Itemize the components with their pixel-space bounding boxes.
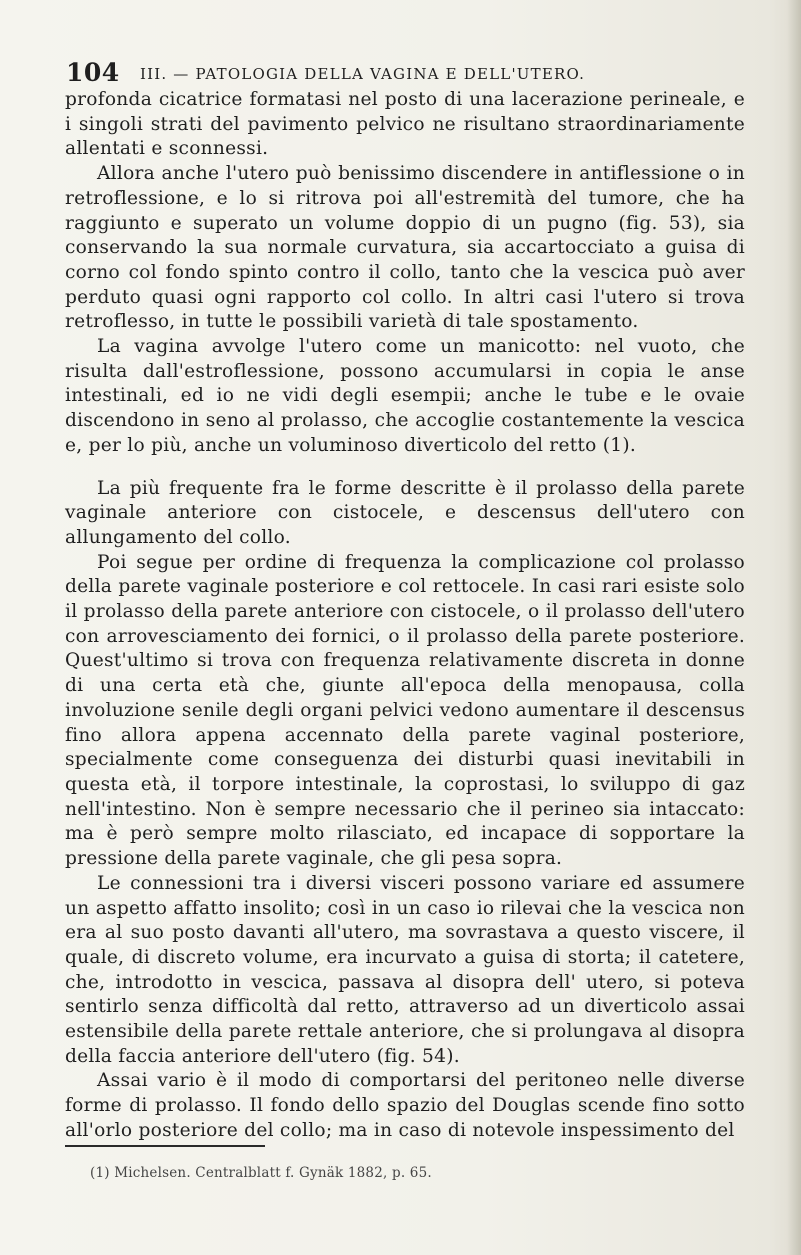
paragraph: Le connessioni tra i diversi visceri possono variare ed assumere un aspetto affatto insolito; così in un caso io rilevai che la vescica non era al suo posto davanti all'utero, ma sovrastava a questo viscere, il quale, di discreto volume, era incurvato a guisa di storta; il catetere, che, introdotto in vescica, passava al disopra dell' utero, si poteva sentirlo senza difficoltà dal retto, attraverso ad un diverticolo assai estensibile della parete rettale anteriore, che si prolungava al disopra della faccia anteriore dell'utero (fig. 54). [65, 872, 745, 1067]
paragraph: Allora anche l'utero può benissimo discendere in antiflessione o in retroflessione, e lo si ritrova poi all'estremità del tumore, che ha raggiunto e superato un volume doppio di un pugno (fig. 53), sia conservando la sua normale curvatura, sia accartocciato a guisa di corno col fondo spinto contro il collo, tanto che la vescica può aver perduto quasi ogni rapporto col collo. In altri casi l'utero si trova retroflesso, in tutte le possibili varietà di tale spostamento. [65, 163, 745, 333]
paragraph: Poi segue per ordine di frequenza la complicazione col prolasso della parete vaginale posteriore e col rettocele. In casi rari esiste solo il prolasso della parete anteriore con cistocele, o il prolasso dell'utero con arrovesciamento dei fornici, o il prolasso della parete posteriore. Quest'ultimo si trova con frequenza relativamente discreta in donne di una certa età che, giunte all'epoca della menopausa, colla involuzione senile degli organi pelvici vedono aumentare il descensus fino allora appena accennato della parete vaginal posteriore, specialmente come conseguenza dei disturbi quasi inevitabili in questa età, il torpore intestinale, la coprostasi, lo sviluppo di gaz nell'intestino. Non è sempre necessario che il perineo sia intaccato: ma è però sempre molto rilasciato, ed incapace di sopportare la pressione della parete vaginale, che gli pesa sopra. [65, 551, 745, 870]
paragraph: Assai vario è il modo di comportarsi del peritoneo nelle diverse forme di prolasso. Il fondo dello spazio del Douglas scende fino sotto all'orlo posteriore del collo; ma in caso di notevole inspessimento del [65, 1070, 745, 1141]
footnote-divider [65, 1145, 265, 1147]
paragraph: La più frequente fra le forme descritte è il prolasso della parete vaginale anteriore con cistocele, e descensus dell'utero con allungamento del collo. [65, 477, 745, 548]
paragraph: La vagina avvolge l'utero come un manicotto: nel vuoto, che risulta dall'estroflessione, possono accumularsi in copia le anse intestinali, ed io ne vidi degli esempii; anche le tube e le ovaie discendono in seno al prolasso, che accoglie costantemente la vescica e, per lo più, anche un voluminoso diverticolo del retto (1). [65, 336, 745, 456]
page-edge-shadow [787, 0, 801, 1255]
footnote: (1) Michelsen. Centralblatt f. Gynäk 1882, p. 65. [90, 1165, 432, 1181]
page-number: 104 [66, 58, 120, 87]
running-head: III. — PATOLOGIA DELLA VAGINA E DELL'UTERO. [140, 65, 586, 83]
page-header [66, 58, 756, 88]
paragraph: profonda cicatrice formatasi nel posto di una lacerazione perineale, e i singoli strati del pavimento pelvico ne risultano straordinariamente allentati e sconnessi. [65, 89, 745, 160]
body-text [65, 88, 745, 1144]
